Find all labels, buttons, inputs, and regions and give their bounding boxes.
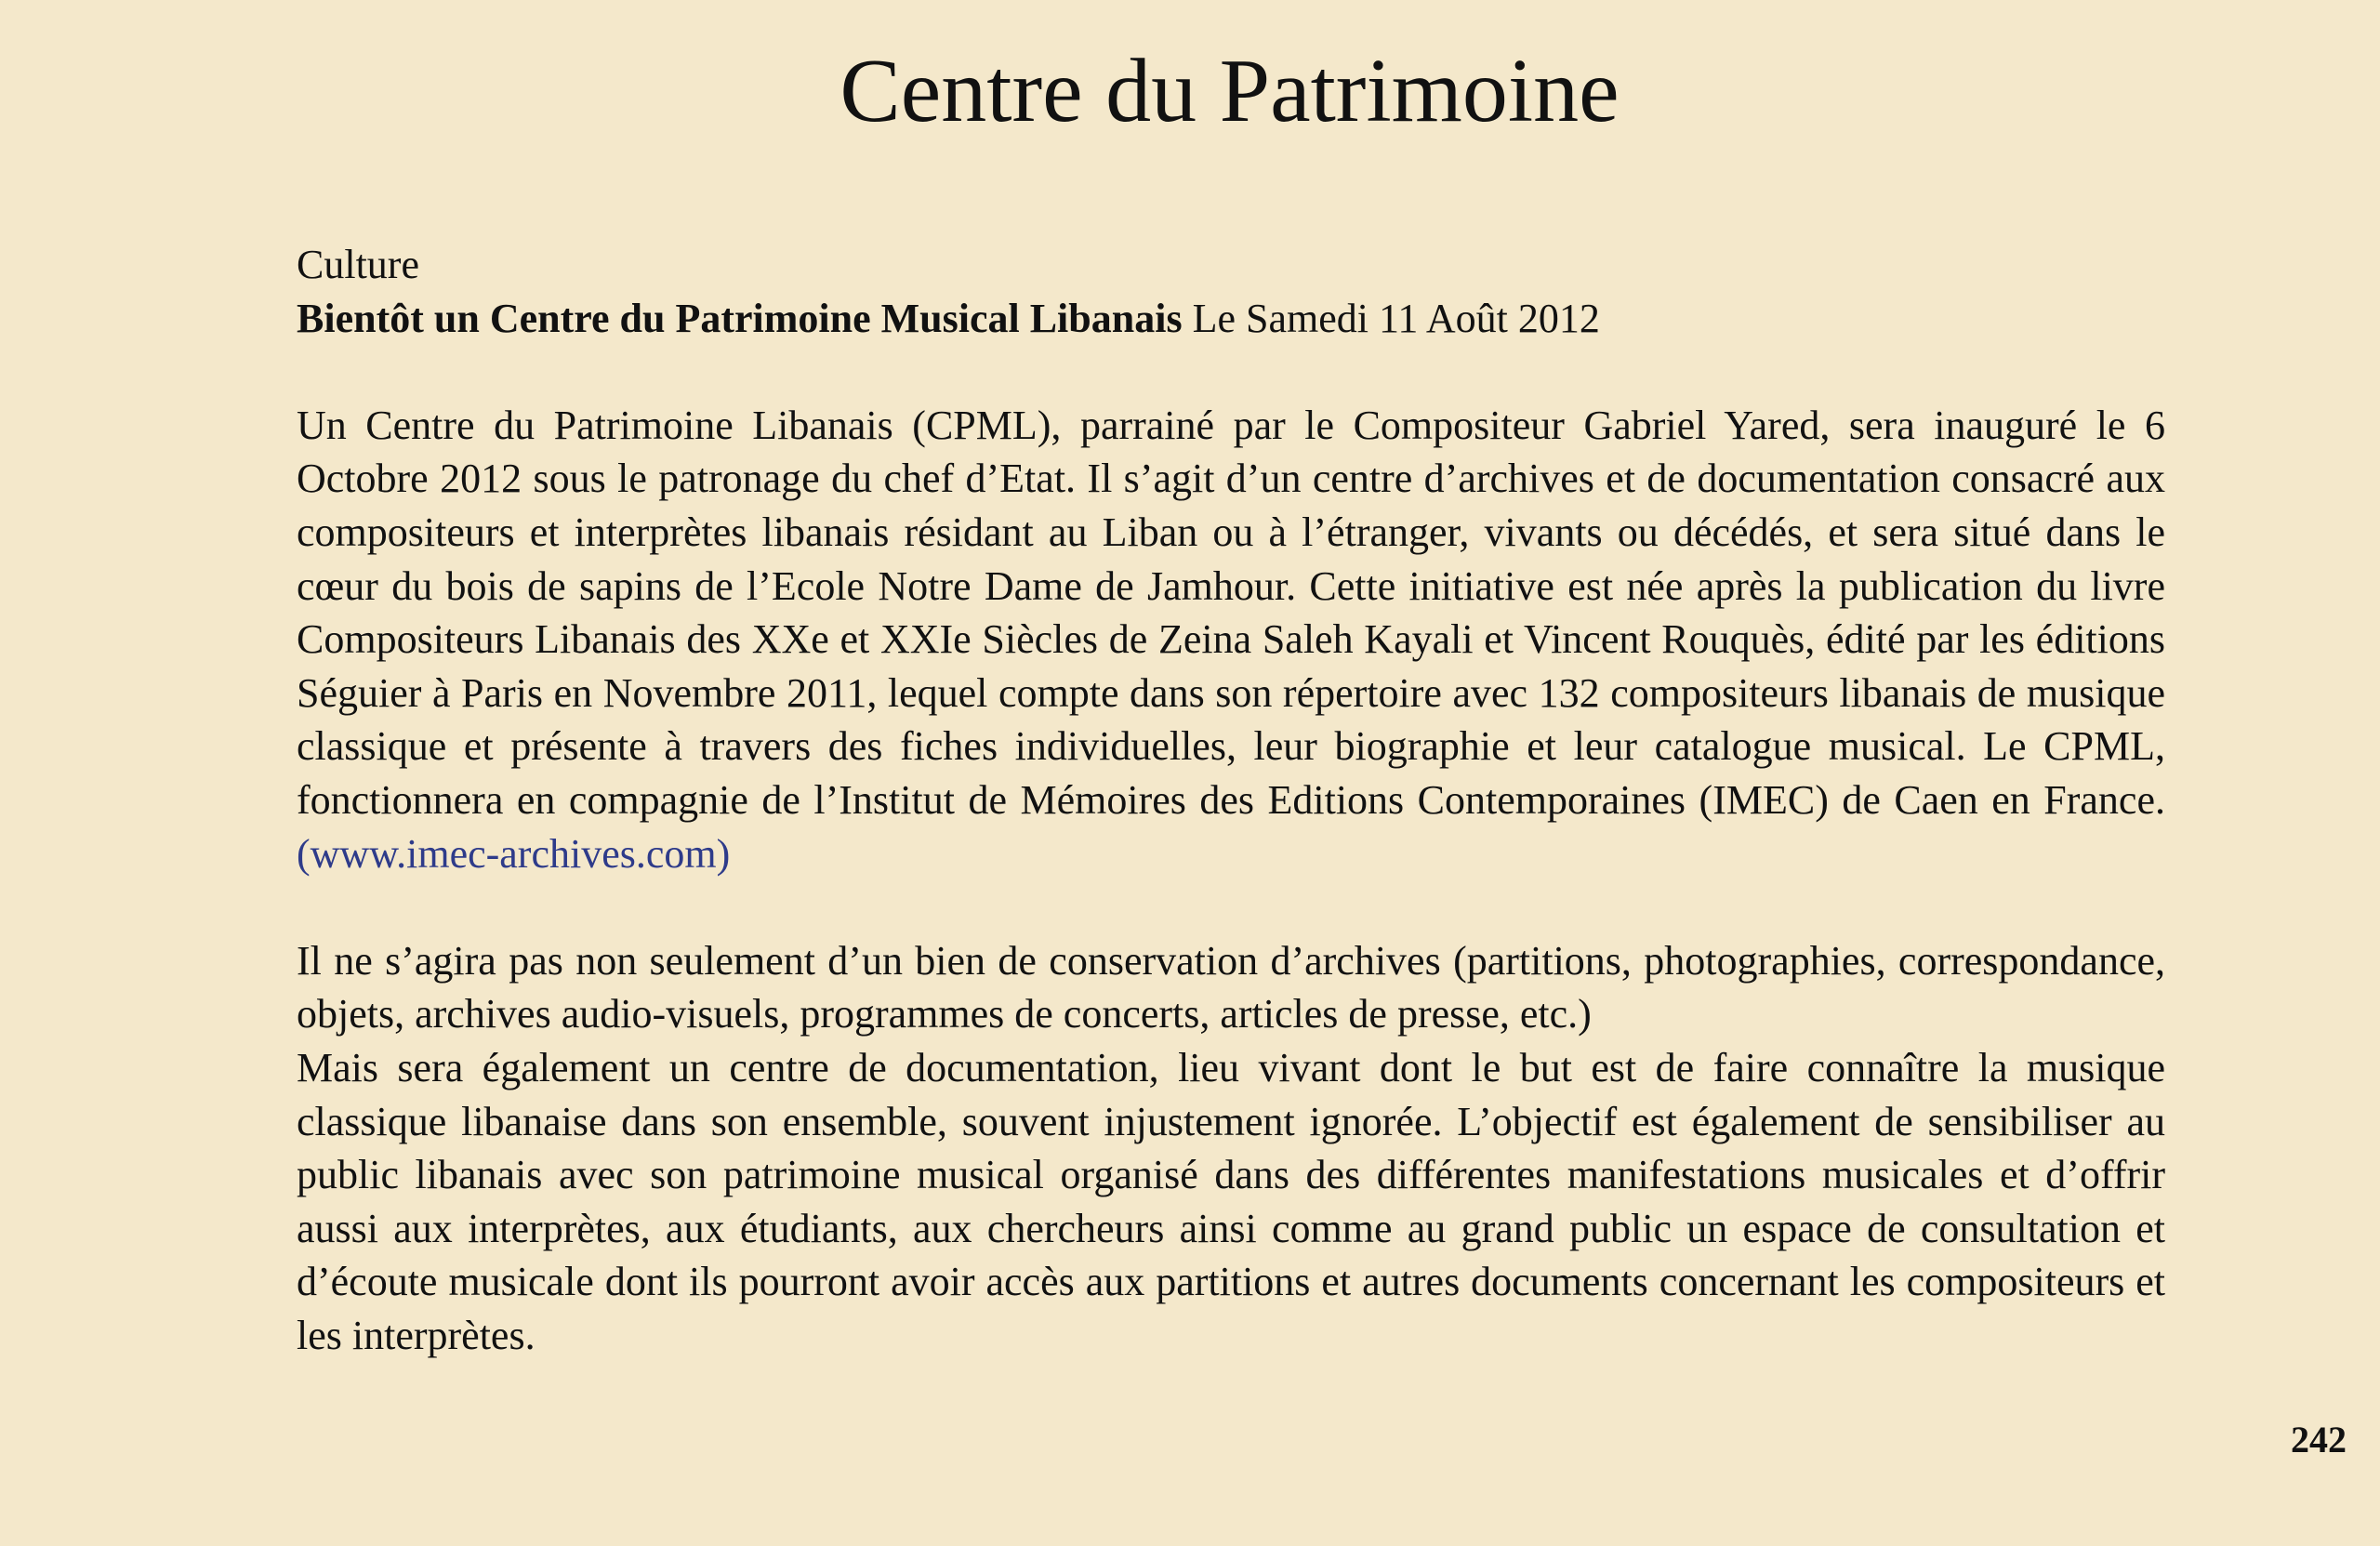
section-label: Culture bbox=[297, 242, 419, 287]
paragraph-intro bbox=[297, 399, 2165, 880]
paragraph-intro-text: Un Centre du Patrimoine Libanais (CPML), parrainé par le Compositeur Gabriel Yared, sera inauguré le 6 Octobre 2012 sous le patronage du chef d’Etat. Il s’agit d’un centre d’archives et de documentation consacré aux compositeurs et interprètes libanais résidant au Liban ou à l’étranger, vivants ou décédés, et sera situé dans le cœur du bois de sapins de l’Ecole Notre Dame de Jamhour. Cette initiative est née après la publication du livre Compositeurs Libanais des XXe et XXIe Siècles de Zeina Saleh Kayali et Vincent Rouquès, édité par les éditions Séguier à Paris en Novembre 2011, lequel compte dans son répertoire avec 132 compositeurs libanais de musique classique et présente à travers des fiches individuelles, leur biographie et leur catalogue musical. Le CPML, fonctionnera en compagnie de l’Institut de Mémoires des Editions Contemporaines (IMEC) de Caen en France. bbox=[297, 402, 2165, 823]
spacer bbox=[297, 880, 2165, 934]
article-date: Le Samedi 11 Août 2012 bbox=[1192, 295, 1600, 341]
page-title: Centre du Patrimoine bbox=[840, 41, 1620, 141]
headline-title: Bientôt un Centre du Patrimoine Musical Libanais bbox=[297, 295, 1183, 341]
article-body bbox=[297, 238, 2165, 1362]
paragraph-documentation: Mais sera également un centre de documentation, lieu vivant dont le but est de faire connaître la musique classique libanaise dans son ensemble, souvent injustement ignorée. L’objectif est également de sensibiliser au public libanais avec son patrimoine musical organisé dans des différentes manifestations musicales et d’offrir aussi aux interprètes, aux étudiants, aux chercheurs ainsi comme au grand public un espace de consultation et d’écoute musicale dont ils pourront avoir accès aux partitions et autres documents concernant les compositeurs et les interprètes. bbox=[297, 1044, 2165, 1358]
imec-archives-link[interactable]: (www.imec-archives.com) bbox=[297, 830, 731, 877]
page-number: 242 bbox=[2291, 1419, 2347, 1460]
article-headline bbox=[297, 292, 2165, 346]
spacer bbox=[297, 345, 2165, 399]
paragraph-conservation: Il ne s’agira pas non seulement d’un bien de conservation d’archives (partitions, photographies, correspondance, objets, archives audio-visuels, programmes de concerts, articles de presse, etc.) bbox=[297, 937, 2165, 1037]
